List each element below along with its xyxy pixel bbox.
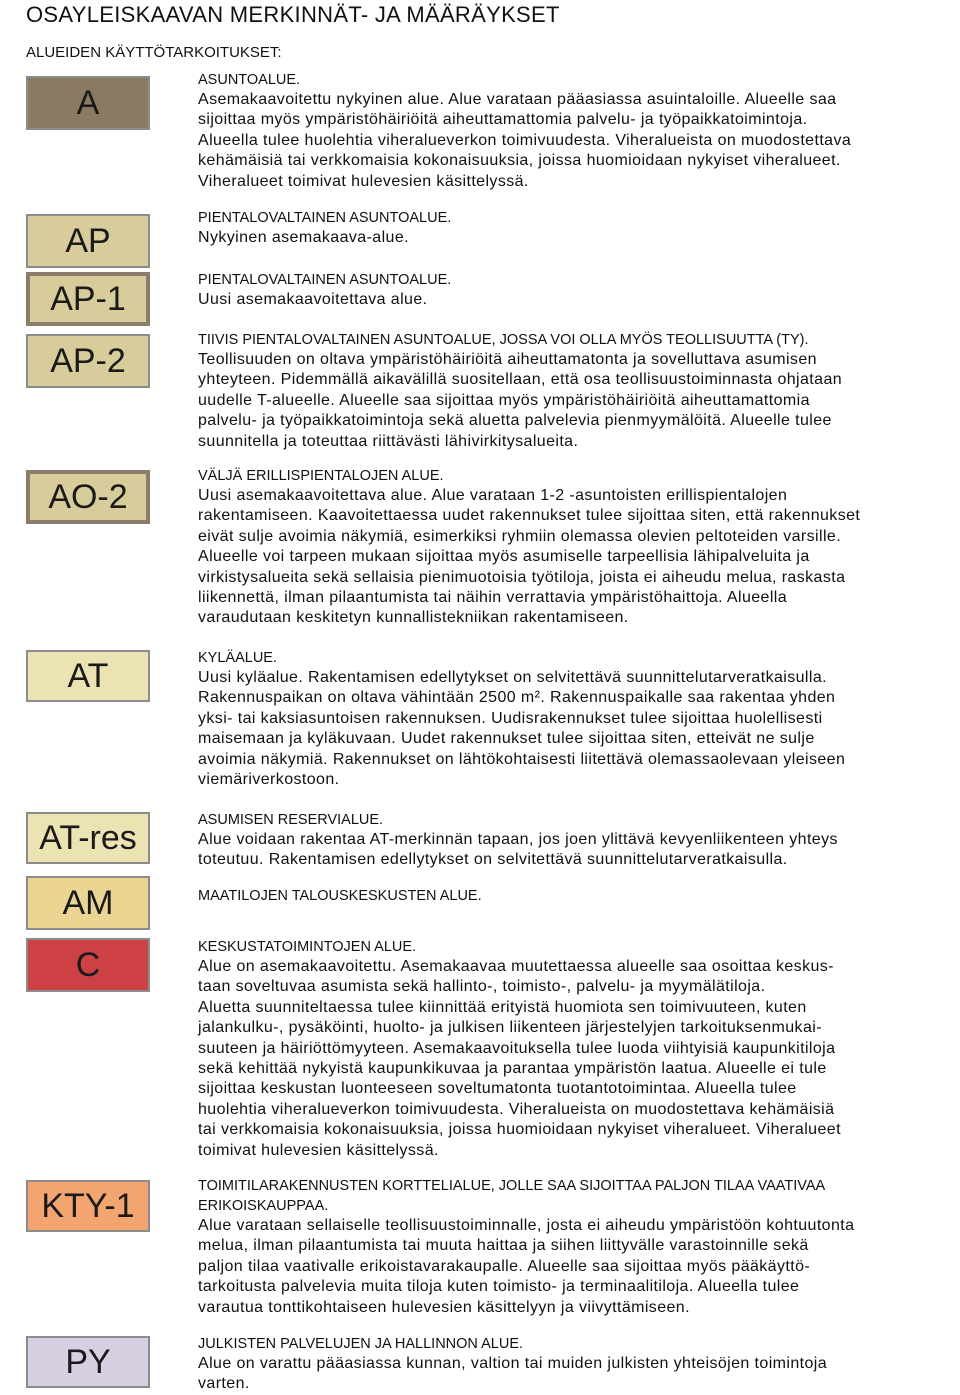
legend-entry-am [198, 886, 948, 906]
legend-code: AP-2 [50, 341, 126, 380]
legend-entry-a [198, 70, 948, 192]
legend-description: Uusi kyläalue. Rakentamisen edellytykset on selvitettävä suunnittelutarveratkaisulla. Rakennuspaikan on oltava vähintään 2500 m². Rakennuspaikalle saa rakentaa yhden yksi- tai kaksiasuntoisen rakennuksen. Uudisrakennukset tulee sijoittaa huolellisesti maisemaan ja kyläkuvaan. Uudet rakennukset tulee sijoittaa siten, etteivät ne sulje avoimia näkymiä. Rakennukset on lähtökohtaisesti liitettävä olemassaolevaan yleiseen viemäriverkostoon. [198, 669, 846, 789]
legend-code: AT-res [39, 818, 137, 857]
legend-heading: KYLÄALUE. [198, 650, 277, 666]
legend-entry-c [198, 937, 948, 1161]
legend-code: AT [67, 656, 109, 695]
legend-heading: MAATILOJEN TALOUSKESKUSTEN ALUE. [198, 888, 482, 904]
legend-heading: PIENTALOVALTAINEN ASUNTOALUE. [198, 210, 452, 226]
legend-heading: ASUMISEN RESERVIALUE. [198, 812, 384, 828]
legend-swatch-at-res [26, 812, 150, 864]
legend-description: Uusi asemakaavoitettava alue. [198, 291, 428, 308]
legend-entry-py [198, 1334, 948, 1395]
legend-heading: KESKUSTATOIMINTOJEN ALUE. [198, 939, 417, 955]
legend-description: Uusi asemakaavoitettava alue. Alue varataan 1-2 -asuntoisten erillispientalojen rakentamiseen. Kaavoitettaessa uudet rakennukset tulee sijoittaa siten, että rakennukset eivät sulje avoimia näkymiä, esimerkiksi ryhmiin olemassa olevien peltoteiden varsille. Alueelle voi tarpeen mukaan sijoittaa myös asumiselle tarpeellisia lähipalveluita ja virkistysalueita sekä sellaisia pienimuotoisia työtiloja, joista ei aiheudu melua, raskasta liikennettä, ilman pilaantumista tai näihin verrattavia ympäristöhaittoja. Alueella varaudutaan keskitetyn kunnallistekniikan rakentamiseen. [198, 487, 861, 627]
legend-code: AM [62, 883, 114, 922]
legend-description: Alue on varattu pääasiassa kunnan, valtion tai muiden julkisten yhteisöjen toimintoja varten. [198, 1355, 828, 1393]
legend-code: AP [65, 221, 111, 260]
legend-swatch-c [26, 938, 150, 992]
legend-swatch-ao-2 [26, 470, 150, 524]
legend-heading: VÄLJÄ ERILLISPIENTALOJEN ALUE. [198, 468, 444, 484]
legend-entry-ap-2 [198, 330, 948, 452]
legend-entry-at [198, 648, 948, 790]
legend-code: AO-2 [48, 477, 128, 516]
legend-description: Alue on asemakaavoitettu. Asemakaavaa muutettaessa alueelle saa osoittaa keskus- taan soveltuvaa asumista sekä hallinto-, toimisto-, palvelu- ja myymälätiloja. Aluetta suunniteltaessa tulee kiinnittää erityistä huomiota sen toimivuuteen, kuten jalankulku-, pysäköinti, huolto- ja julkisen liikenteen järjestelyjen tarkoituksenmukai- suuteen ja häiriöttömyyteen. Asemakaavoituksella tulee luoda viihtyisiä kaupunkitiloja sekä kehittää nykyistä kaupunkikuvaa ja parantaa ympäristön laatua. Alueelle ei tule sijoittaa keskustan luonteeseen soveltumatonta tuotantotoimintaa. Alueella tulee huolehtia viheralueverkon toimivuudesta. Viheralueista on muodostettava kehämäisiä tai verkkomaisia kokonaisuuksia, joissa huomioidaan nykyiset viheralueet. Viheralueet toimivat hulevesien käsittelyssä. [198, 958, 841, 1159]
legend-description: Alue voidaan rakentaa AT-merkinnän tapaan, jos joen ylittävä kevyenliikenteen yhteys toteutuu. Rakentamisen edellytykset on selvitettävä suunnittelutarveratkaisulla. [198, 831, 838, 869]
legend-code: AP-1 [50, 279, 126, 318]
legend-swatch-am [26, 876, 150, 930]
legend-code: A [76, 83, 100, 122]
legend-heading: PIENTALOVALTAINEN ASUNTOALUE. [198, 272, 452, 288]
legend-entry-ap-1 [198, 270, 948, 310]
legend-swatch-ap-2 [26, 334, 150, 388]
legend-entry-kty-1 [198, 1176, 948, 1318]
legend-swatch-py [26, 1336, 150, 1388]
legend-description: Teollisuuden on oltava ympäristöhäiriöitä aiheuttamatonta ja sovelluttava asumisen yhteyteen. Pidemmällä aikavälillä suositellaan, että osa teollisuustoiminnasta ohjataan uudelle T-alueelle. Alueelle saa sijoittaa myös ympäristöhäiriöitä aiheuttamattomia palvelu- ja työpaikkatoimintoja sekä aluetta palvelevia pienmyymälöitä. Alueelle tulee suunnitella ja toteuttaa riittävästi lähivirkitysalueita. [198, 351, 843, 450]
legend-heading: TIIVIS PIENTALOVALTAINEN ASUNTOALUE, JOSSA VOI OLLA MYÖS TEOLLISUUTTA (TY). [198, 332, 809, 348]
legend-swatch-ap-1 [26, 272, 150, 326]
page-title: OSAYLEISKAAVAN MERKINNÄT- JA MÄÄRÄYKSET [26, 2, 560, 27]
legend-code: KTY-1 [41, 1186, 135, 1225]
legend-code: C [75, 945, 101, 984]
legend-heading: TOIMITILARAKENNUSTEN KORTTELIALUE, JOLLE SAA SIJOITTAA PALJON TILAA VAATIVAA ERIKOISKAUPPAA. [198, 1178, 826, 1214]
legend-swatch-at [26, 650, 150, 702]
legend-description: Nykyinen asemakaava-alue. [198, 229, 409, 246]
legend-entry-at-res [198, 810, 948, 871]
legend-description: Asemakaavoitettu nykyinen alue. Alue varataan pääasiassa asuintaloille. Alueelle saa sijoittaa myös ympäristöhäiriöitä aiheuttamattomia palvelu- ja työpaikkatoimintoja. Alueella tulee huolehtia viheralueverkon toimivuudesta. Viheralueista on muodostettava kehämäisiä tai verkkomaisia kokonaisuuksia, joissa huomioidaan nykyiset viheralueet. Viheralueet toimivat hulevesien käsittelyssä. [198, 91, 852, 190]
section-subtitle: ALUEIDEN KÄYTTÖTARKOITUKSET: [26, 44, 282, 61]
legend-entry-ao-2 [198, 466, 948, 629]
legend-heading: ASUNTOALUE. [198, 72, 301, 88]
legend-swatch-kty-1 [26, 1180, 150, 1232]
legend-description: Alue varataan sellaiselle teollisuustoiminnalle, josta ei aiheudu ympäristöön kohtuutonta melua, ilman pilaantumista tai muuta haittaa ja siihen liittyvälle varastoinnille sekä paljon tilaa vaativalle erikoistavarakaupalle. Alueelle saa sijoittaa myös pääkäyttö- tarkoitusta palvelevia muita tiloja kuten toimisto- ja terminaalitiloja. Alueella tulee varautua tonttikohtaiseen hulevesien käsittelyyn ja viivyttämiseen. [198, 1217, 855, 1316]
legend-swatch-a [26, 76, 150, 130]
legend-entry-ap [198, 208, 948, 248]
legend-heading: JULKISTEN PALVELUJEN JA HALLINNON ALUE. [198, 1336, 524, 1352]
legend-code: PY [65, 1342, 111, 1381]
legend-swatch-ap [26, 214, 150, 268]
